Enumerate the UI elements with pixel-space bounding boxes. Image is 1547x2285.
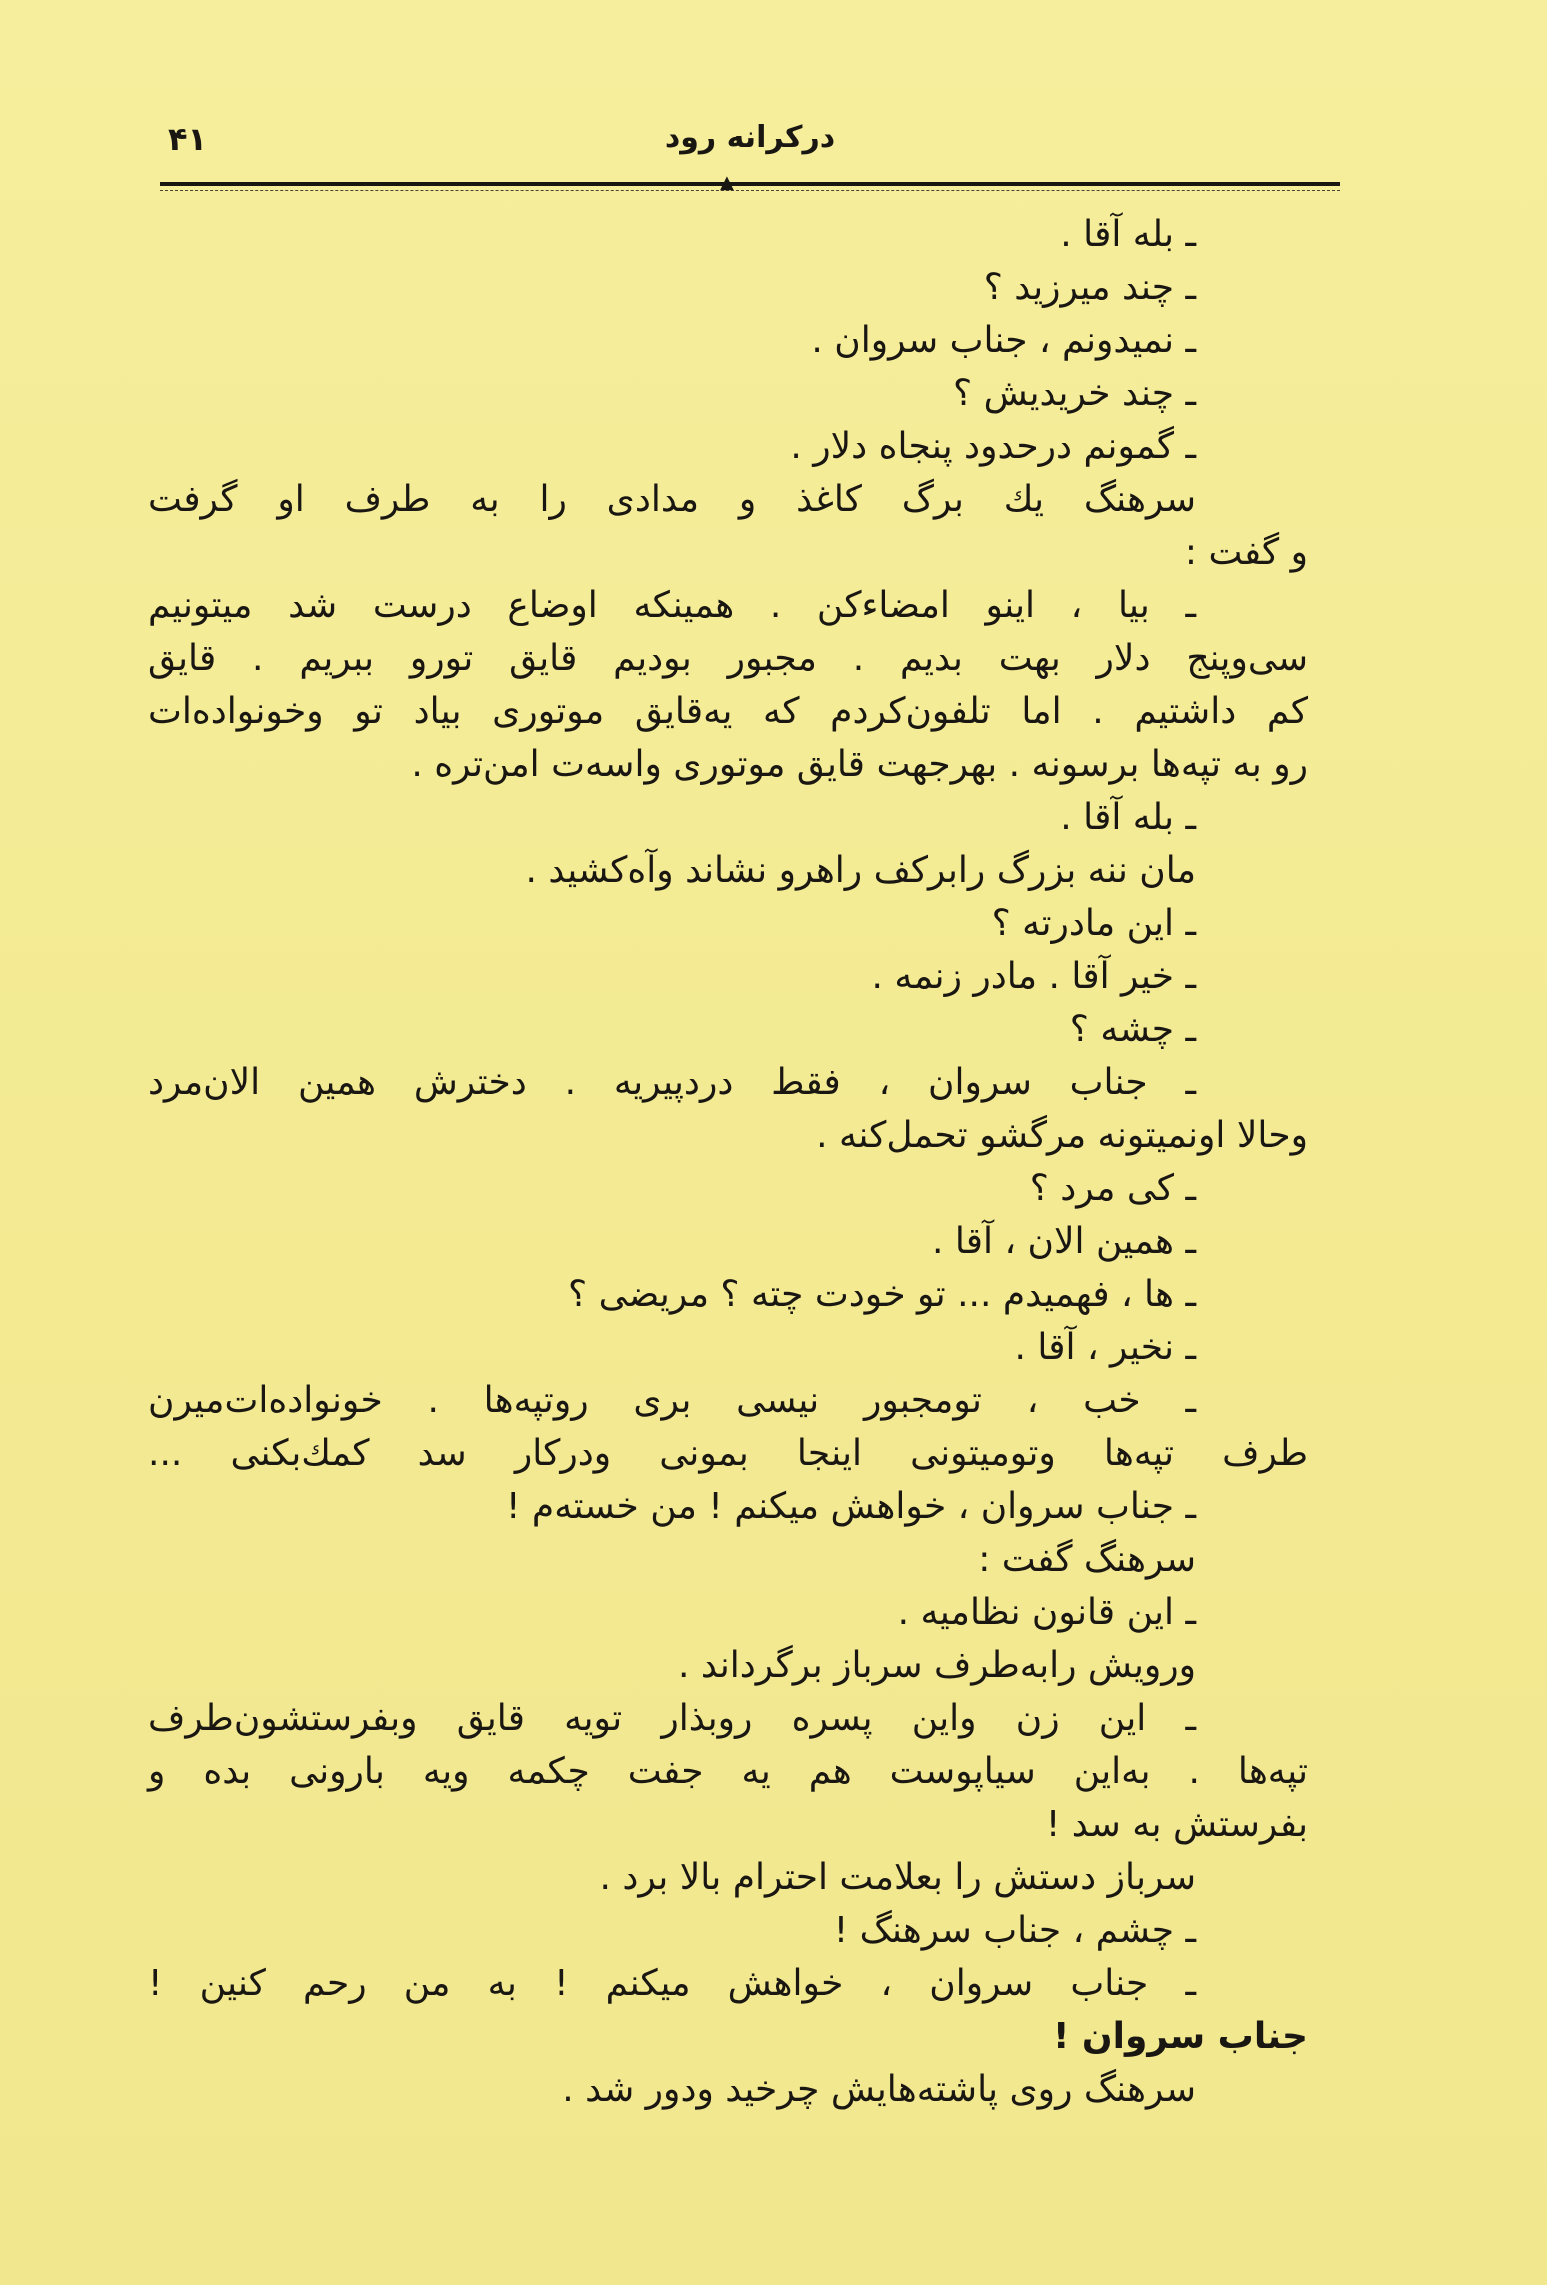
- dialogue-line: ـ این قانون نظامیه .: [897, 1592, 1196, 1633]
- dialogue-line: ـ چشه ؟: [1069, 1009, 1196, 1050]
- paragraph-line: کم داشتیم . اما تلفون‌کردم که یه‌قایق موتوری بیاد تو وخونواده‌ات: [148, 691, 1308, 732]
- dialogue-line: ـ گمونم درحدود پنجاه دلار .: [790, 426, 1196, 467]
- paragraph-line: ورویش رابه‌طرف سرباز برگرداند .: [677, 1645, 1196, 1686]
- dialogue-line: ـ این زن واین پسره روبذار تویه قایق وبفرستشون‌طرف: [148, 1698, 1196, 1739]
- dialogue-line: ـ جناب سروان ، خواهش میکنم ! من خسته‌م !: [506, 1486, 1196, 1527]
- paragraph-line: سرهنگ یك برگ کاغذ و مدادی را به طرف او گرفت: [148, 479, 1196, 520]
- dialogue-line: ـ ها ، فهمیدم ... تو خودت چته ؟ مریضی ؟: [568, 1274, 1196, 1315]
- running-title: درکرانه رود: [664, 120, 836, 155]
- paragraph-line: سرهنگ گفت :: [978, 1539, 1196, 1580]
- paragraph-line: وحالا اونمیتونه مرگشو تحمل‌کنه .: [816, 1115, 1308, 1156]
- dialogue-line: ـ خیر آقا . مادر زنمه .: [871, 956, 1196, 997]
- rule-ornament-icon: ▲: [720, 172, 734, 193]
- dialogue-line: ـ همین الان ، آقا .: [931, 1221, 1196, 1262]
- header-rule-thick: [160, 182, 1340, 186]
- paragraph-line: جناب سروان !: [1052, 2016, 1308, 2057]
- dialogue-line: ـ بله آقا .: [1060, 797, 1196, 838]
- header-rule: [160, 172, 1340, 193]
- page-header: [160, 120, 1340, 168]
- dialogue-line: ـ نمیدونم ، جناب سروان .: [811, 320, 1196, 361]
- paragraph-line: سرباز دستش را بعلامت احترام بالا برد .: [599, 1857, 1196, 1898]
- paragraph-line: سی‌وپنج دلار بهت بدیم . مجبور بودیم قایق تورو ببریم . قایق: [148, 638, 1308, 679]
- paragraph-line: بفرستش به سد !: [1045, 1804, 1308, 1845]
- paragraph-line: تپه‌ها . به‌این سیاپوست هم یه جفت چکمه ویه بارونی بده و: [148, 1751, 1308, 1792]
- header-rule-thin: [160, 190, 1340, 191]
- dialogue-line: ـ جناب سروان ، خواهش میکنم ! به من رحم کنین !: [148, 1963, 1196, 2004]
- dialogue-line: ـ جناب سروان ، فقط دردپیریه . دخترش همین الان‌مرد: [148, 1062, 1196, 1103]
- dialogue-line: ـ چند خریدیش ؟: [953, 373, 1196, 414]
- dialogue-line: ـ خب ، تومجبور نیسی بری روتپه‌ها . خونواده‌ات‌میرن: [148, 1380, 1196, 1421]
- page-number: ۴۱: [168, 120, 208, 158]
- body-text: [148, 208, 1308, 2116]
- paragraph-line: رو به تپه‌ها برسونه . بهرجهت قایق موتوری واسه‌ت امن‌تره .: [411, 744, 1308, 785]
- dialogue-line: ـ بیا ، اینو امضاءکن . همینکه اوضاع درست شد میتونیم: [148, 585, 1196, 626]
- paragraph-line: سرهنگ روی پاشته‌هایش چرخید ودور شد .: [562, 2069, 1196, 2110]
- dialogue-line: ـ چشم ، جناب سرهنگ !: [833, 1910, 1196, 1951]
- dialogue-line: ـ این مادرته ؟: [991, 903, 1196, 944]
- dialogue-line: ـ نخیر ، آقا .: [1014, 1327, 1196, 1368]
- paragraph-line: طرف تپه‌ها وتومیتونی اینجا بمونی ودرکار سد کمك‌بکنی ...: [148, 1433, 1308, 1474]
- paragraph-line: و گفت :: [1184, 532, 1308, 573]
- dialogue-line: ـ چند میرزید ؟: [983, 267, 1196, 308]
- paragraph-line: مان ننه بزرگ رابرکف راهرو نشاند وآه‌کشید .: [525, 850, 1196, 891]
- dialogue-line: ـ کی مرد ؟: [1029, 1168, 1196, 1209]
- dialogue-line: ـ بله آقا .: [1060, 214, 1196, 255]
